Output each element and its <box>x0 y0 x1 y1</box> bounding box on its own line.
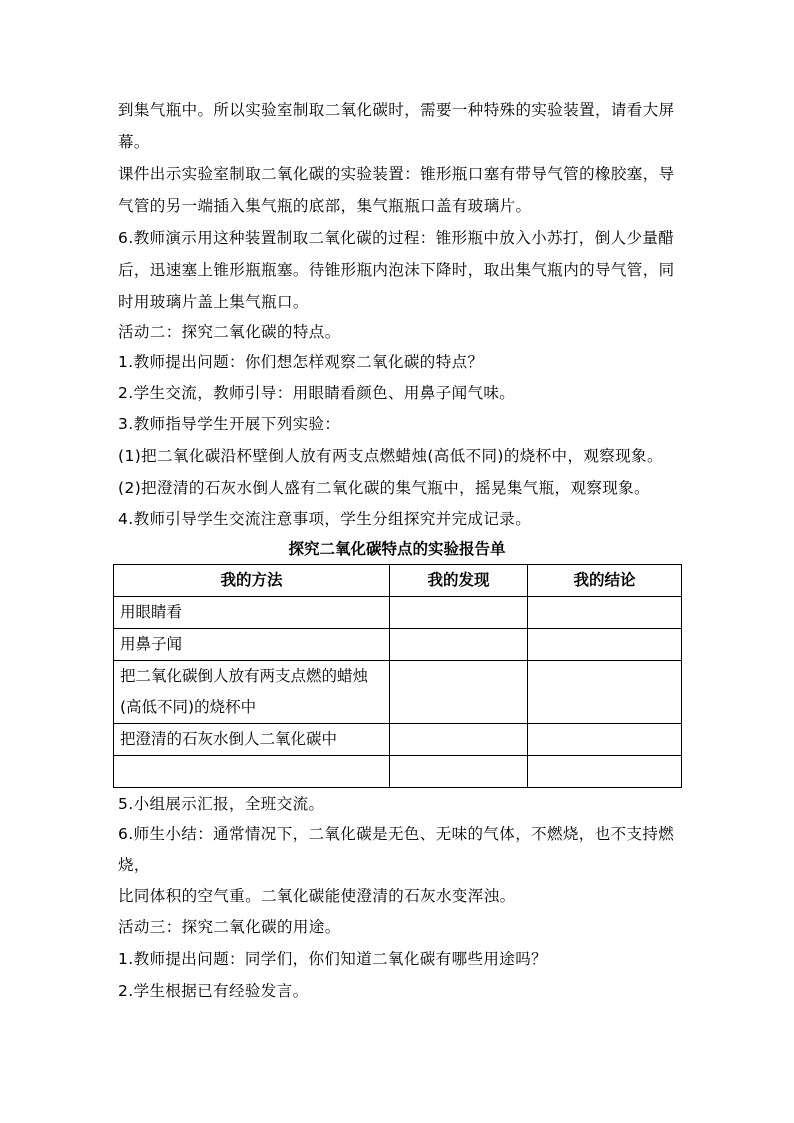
paragraph-line: 3.教师指导学生开展下列实验： <box>118 415 341 433</box>
table-header-row <box>114 565 682 597</box>
section-heading: 活动二：探究二氧化碳的特点。 <box>118 323 341 341</box>
paragraph-line: 1.教师提出问题：你们想怎样观察二氧化碳的特点？ <box>118 353 484 371</box>
table-cell-method-line: 把二氧化碳倒人放有两支点燃的蜡烛 <box>120 667 369 685</box>
paragraph-line: 1.教师提出问题：同学们，你们知道二氧化碳有哪些用途吗？ <box>118 950 547 968</box>
table-cell-finding[interactable] <box>390 724 528 756</box>
table-cell-method: 用鼻子闻 <box>114 629 390 661</box>
table-cell-conclusion[interactable] <box>528 629 682 661</box>
paragraph-line: (2)把澄清的石灰水倒人盛有二氧化碳的集气瓶中，摇晃集气瓶，观察现象。 <box>118 479 650 497</box>
paragraph-line: 4.教师引导学生交流注意事项，学生分组探究并完成记录。 <box>118 510 532 528</box>
table-row <box>114 661 682 724</box>
paragraph-line: 5.小组展示汇报，全班交流。 <box>118 795 325 813</box>
header-finding: 我的发现 <box>390 565 528 597</box>
experiment-report-table <box>113 564 682 788</box>
table-cell-conclusion[interactable] <box>528 724 682 756</box>
table-row <box>114 756 682 788</box>
header-method: 我的方法 <box>114 565 390 597</box>
paragraph-line: 烧， <box>118 856 150 874</box>
paragraph-line: 气管的另一端插入集气瓶的底部，集气瓶瓶口盖有玻璃片。 <box>118 197 532 215</box>
table-cell-finding[interactable] <box>390 661 528 724</box>
paragraph-line: 2.学生交流，教师引导：用眼睛看颜色、用鼻子闻气味。 <box>118 384 516 402</box>
table-cell-finding[interactable] <box>390 597 528 629</box>
table-cell-conclusion[interactable] <box>528 661 682 724</box>
table-cell-finding[interactable] <box>390 756 528 788</box>
table-cell-conclusion[interactable] <box>528 597 682 629</box>
paragraph-line: (1)把二氧化碳沿杯壁倒人放有两支点燃蜡烛(高低不同)的烧杯中，观察现象。 <box>118 447 663 465</box>
paragraph-line: 幕。 <box>118 133 150 151</box>
header-conclusion: 我的结论 <box>528 565 682 597</box>
paragraph-line: 时用玻璃片盖上集气瓶口。 <box>118 293 309 311</box>
table-cell-method[interactable] <box>114 756 390 788</box>
paragraph-line: 后，迅速塞上锥形瓶瓶塞。待锥形瓶内泡沫下降时，取出集气瓶内的导气管，同 <box>118 261 675 279</box>
table-row <box>114 724 682 756</box>
table-cell-method-line: (高低不同)的烧杯中 <box>120 698 257 716</box>
table-cell-conclusion[interactable] <box>528 756 682 788</box>
table-row <box>114 629 682 661</box>
table-row <box>114 597 682 629</box>
paragraph-line: 到集气瓶中。所以实验室制取二氧化碳时，需要一种特殊的实验装置，请看大屏 <box>118 101 675 119</box>
table-cell-method: 用眼睛看 <box>114 597 390 629</box>
paragraph-line: 6.教师演示用这种装置制取二氧化碳的过程：锥形瓶中放入小苏打，倒人少量醋 <box>118 229 675 247</box>
section-heading: 活动三：探究二氧化碳的用途。 <box>118 918 341 936</box>
paragraph-line: 比同体积的空气重。二氧化碳能使澄清的石灰水变浑浊。 <box>118 887 516 905</box>
paragraph-line: 2.学生根据已有经验发言。 <box>118 982 309 1000</box>
table-cell-method: 把澄清的石灰水倒人二氧化碳中 <box>114 724 390 756</box>
table-cell-finding[interactable] <box>390 629 528 661</box>
table-cell-method <box>114 661 390 724</box>
paragraph-line: 6.师生小结：通常情况下，二氧化碳是无色、无味的气体，不燃烧，也不支持燃 <box>118 825 675 843</box>
table-title: 探究二氧化碳特点的实验报告单 <box>288 540 506 558</box>
paragraph-line: 课件出示实验室制取二氧化碳的实验装置：锥形瓶口塞有带导气管的橡胶塞，导 <box>118 165 675 183</box>
